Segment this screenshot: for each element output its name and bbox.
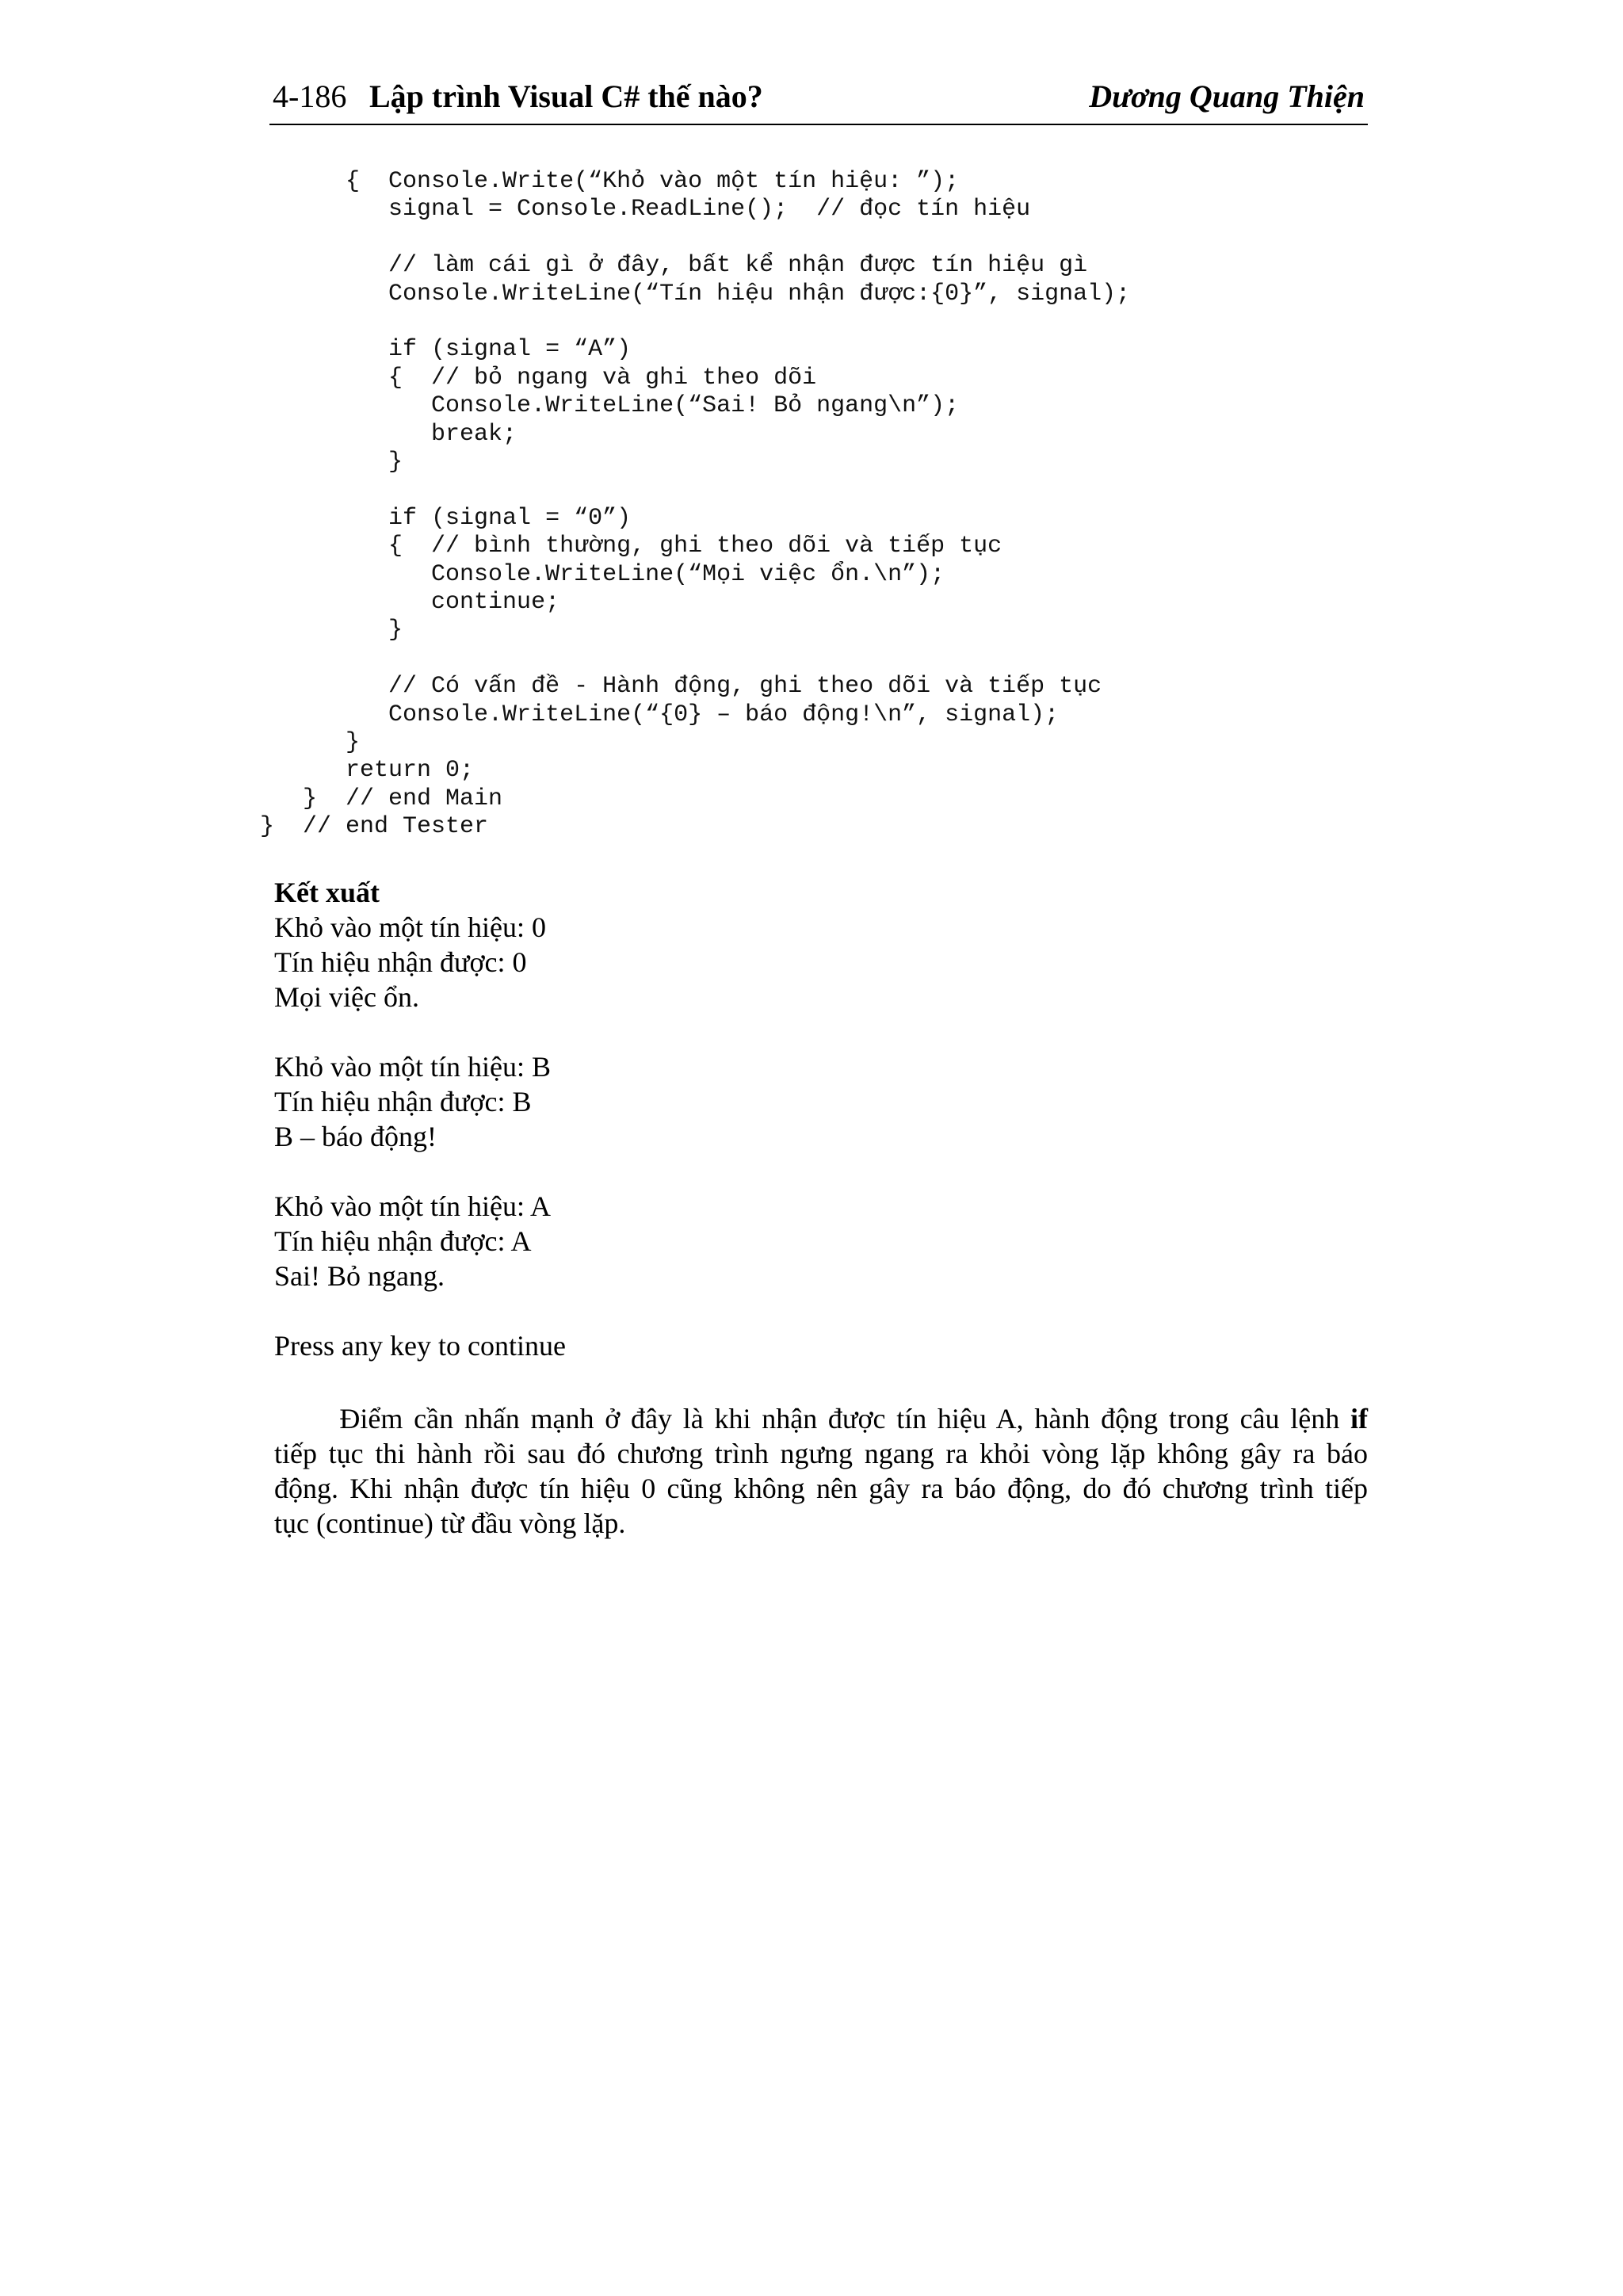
code-line: // làm cái gì ở đây, bất kể nhận được tín hiệu gì bbox=[217, 252, 1088, 279]
code-line: { Console.Write(“Khỏ vào một tín hiệu: ”); bbox=[217, 168, 960, 195]
header-rule bbox=[269, 124, 1368, 125]
code-line: // Có vấn đề - Hành động, ghi theo dõi và tiếp tục bbox=[217, 673, 1102, 700]
output-line: Press any key to continue bbox=[274, 1330, 566, 1362]
output-line bbox=[274, 1154, 1368, 1189]
paragraph-line: động. Khi nhận được tín hiệu 0 cũng không nên gây ra báo động, do đó chương trình tiếp bbox=[274, 1473, 1368, 1504]
output-line bbox=[274, 1293, 1368, 1328]
code-line: signal = Console.ReadLine(); // đọc tín hiệu bbox=[217, 196, 1031, 223]
output-line: Tín hiệu nhận được: B bbox=[274, 1086, 532, 1117]
code-line: { // bình thường, ghi theo dõi và tiếp tục bbox=[217, 533, 1002, 560]
paragraph-text: Điểm cần nhấn mạnh ở đây là khi nhận được tín hiệu A, hành động trong câu lệnh bbox=[274, 1403, 1350, 1435]
program-output bbox=[274, 875, 1368, 1363]
page-header bbox=[269, 76, 1368, 125]
code-line: continue; bbox=[217, 589, 560, 616]
output-line: Sai! Bỏ ngang. bbox=[274, 1260, 445, 1292]
paragraph-line: tục (continue) từ đầu vòng lặp. bbox=[274, 1507, 626, 1539]
output-line: Khỏ vào một tín hiệu: B bbox=[274, 1051, 551, 1083]
output-heading: Kết xuất bbox=[274, 877, 380, 908]
code-line: if (signal = “0”) bbox=[217, 505, 632, 532]
code-line: break; bbox=[217, 421, 517, 448]
output-line: Khỏ vào một tín hiệu: A bbox=[274, 1190, 551, 1222]
keyword-if: if bbox=[1350, 1403, 1368, 1435]
output-line: Tín hiệu nhận được: 0 bbox=[274, 946, 527, 978]
page-number: 4-186 bbox=[273, 78, 347, 114]
author-name: Dương Quang Thiện bbox=[1089, 78, 1365, 114]
output-line bbox=[274, 1014, 1368, 1049]
code-line: return 0; bbox=[217, 757, 475, 784]
output-line: Tín hiệu nhận được: A bbox=[274, 1225, 532, 1257]
code-line: } bbox=[217, 617, 403, 644]
code-line: { // bỏ ngang và ghi theo dõi bbox=[217, 365, 817, 392]
code-line: Console.WriteLine(“Sai! Bỏ ngang\n”); bbox=[217, 392, 960, 419]
code-line: Console.WriteLine(“Tín hiệu nhận được:{0}”, signal); bbox=[217, 281, 1131, 308]
explanation-paragraph bbox=[274, 1401, 1368, 1541]
code-line: } // end Main bbox=[217, 785, 503, 812]
code-line: } bbox=[217, 449, 403, 476]
output-line: Khỏ vào một tín hiệu: 0 bbox=[274, 911, 546, 943]
code-line: Console.WriteLine(“{0} – báo động!\n”, signal); bbox=[217, 701, 1060, 728]
output-line: B – báo động! bbox=[274, 1121, 437, 1152]
code-line: if (signal = “A”) bbox=[217, 336, 632, 363]
code-line: Console.WriteLine(“Mọi việc ổn.\n”); bbox=[217, 561, 945, 588]
book-title: Lập trình Visual C# thế nào? bbox=[369, 78, 763, 114]
paragraph-line: tiếp tục thi hành rồi sau đó chương trình ngưng ngang ra khỏi vòng lặp không gây ra báo bbox=[274, 1438, 1368, 1469]
code-line: } // end Tester bbox=[217, 813, 489, 840]
code-line: } bbox=[217, 729, 361, 756]
paragraph-line bbox=[274, 1401, 1368, 1436]
output-line: Mọi việc ổn. bbox=[274, 981, 419, 1013]
